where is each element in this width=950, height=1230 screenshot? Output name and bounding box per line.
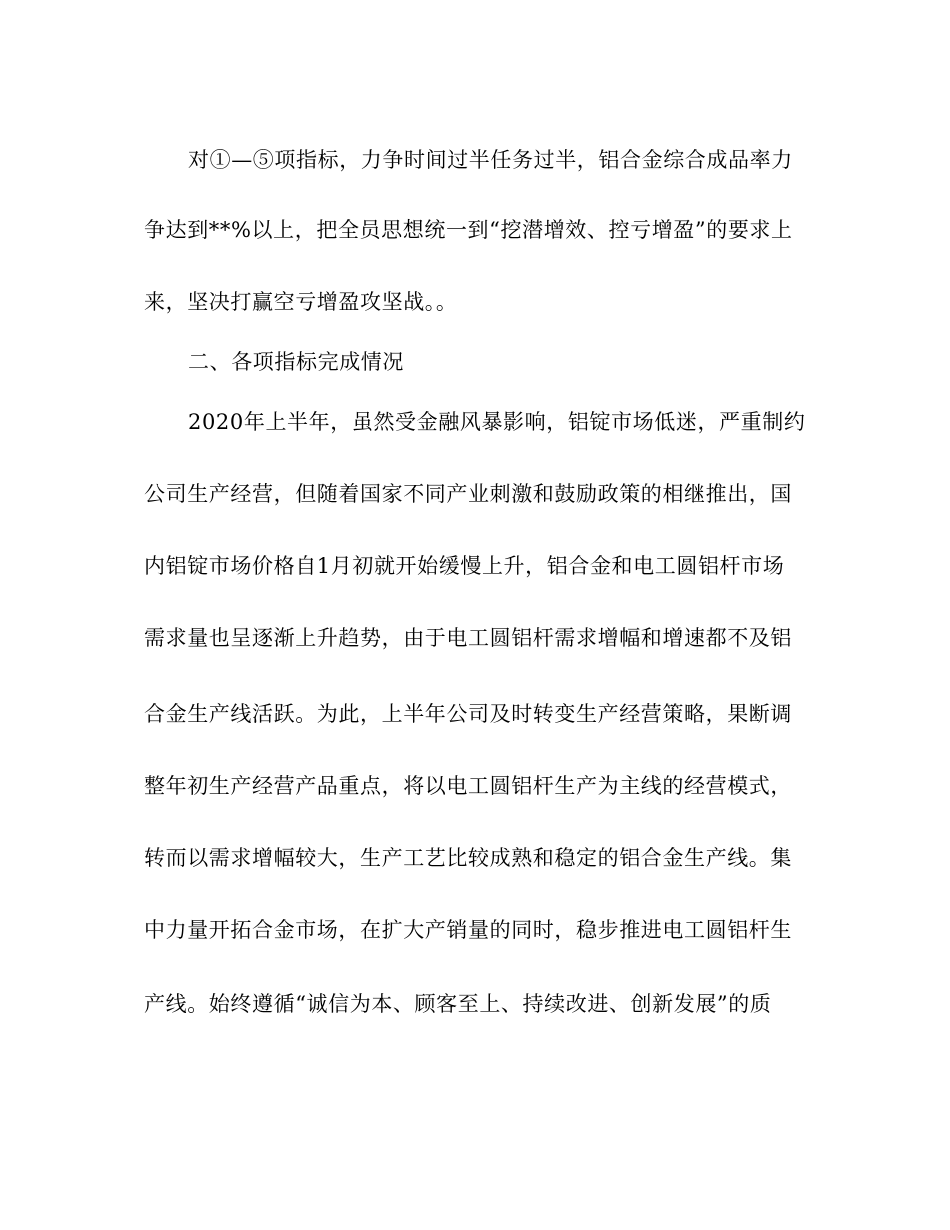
- text-line: 来，坚决打赢空亏增盈攻坚战。。: [144, 290, 458, 314]
- text-line: 争达到**%以上，把全员思想统一到“挖潜增效、控亏增盈”的要求上: [144, 218, 793, 242]
- text-line: 合金生产线活跃。为此，上半年公司及时转变生产经营策略，果断调: [144, 702, 792, 726]
- text-line: 需求量也呈逐渐上升趋势，由于电工圆铝杆需求增幅和增速都不及铝: [144, 626, 792, 650]
- text-line: 中力量开拓合金市场，在扩大产销量的同时，稳步推进电工圆铝杆生: [144, 918, 792, 942]
- text-line: 2020年上半年，虽然受金融风暴影响，铝锭市场低迷，严重制约: [188, 410, 806, 434]
- section-heading: 二、各项指标完成情况: [188, 350, 404, 374]
- text-line: 对①—⑤项指标，力争时间过半任务过半，铝合金综合成品率力: [188, 148, 793, 172]
- text-line: 产线。始终遵循“诚信为本、顾客至上、持续改进、创新发展”的质: [144, 992, 772, 1016]
- text-line: 转而以需求增幅较大，生产工艺比较成熟和稳定的铝合金生产线。集: [144, 846, 792, 870]
- text-line: 内铝锭市场价格自1月初就开始缓慢上升，铝合金和电工圆铝杆市场: [144, 554, 785, 578]
- text-line: 公司生产经营，但随着国家不同产业刺激和鼓励政策的相继推出，国: [144, 482, 792, 506]
- text-line: 整年初生产经营产品重点，将以电工圆铝杆生产为主线的经营模式，: [144, 774, 792, 798]
